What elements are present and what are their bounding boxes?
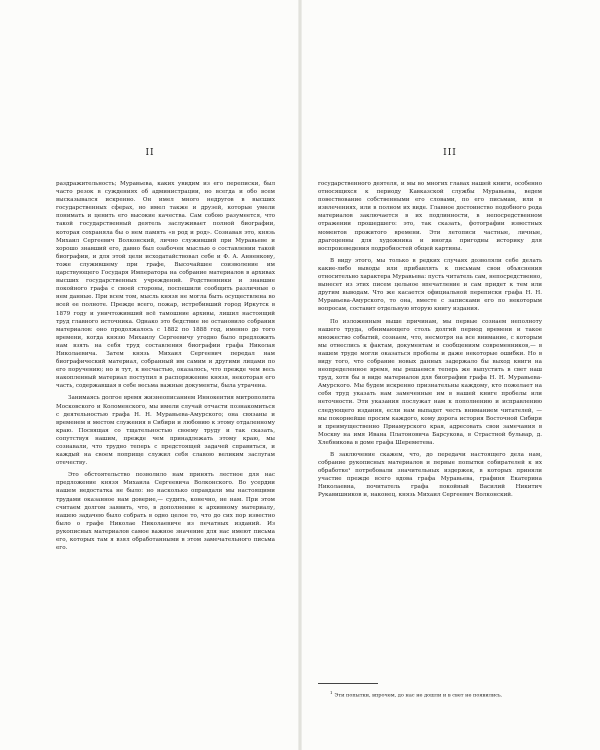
page-number-right: III <box>443 148 457 158</box>
left-paragraph-1: раздражительность; Муравьева, каких увидим из его переписки, был часто резок в суждениях об администрации, но всегда и обо всем высказывался искренно. Он имел много недругов в высших государственных сферах, но имел также и друзей, которые умели понимать и ценить его высокие качества. Сам собою разумеется, что такой государственный деятель заслуживает полной биографии, которая сохраняла бы о нем память «в род и род». Сознавая это, князь Михаил Сергеевич Волконский, лично служивший при Муравьеве и хорошо знавший его, давно был озабочен мыслью о составлении такой биографии, и для этой цели исходатайствовал себе и Ф. А. Анненкову, тоже служившему при графе, Высочайшее соизволение им царствующего Государя Императора на собрание материалов в архивах высших государственных учреждений. Родственники и знавшие покойного графа с своей стороны, поспешили сообщить различные о нем данные. При всем том, мысль князя не могла быть осуществлена во всей ее полноте. Прежде всего, пожар, истребивший город Иркутск в 1879 году и уничтоживший всё тамошние архивы, лишил настоящий труд главного источника. Однако это бедствие не остановило собрания материалов: оно продолжалось с 1882 по 1888 год, именно до того времени, когда князю Михаилу Сергеевичу угодно было предложить нам взять на себя труд составления биографии графа Николая Николаевича. Затем князь Михаил Сергеевич передал нам биографический материал, собранный им самим и другими лицами по его поручению; но и тут, к несчастью, оказалось, что прежде чем весь накопленный материал поступил в распоряжение князя, некоторая его часть, содержавшая в себе весьма важные документы, была утрачена. <box>56 181 275 390</box>
left-page-text <box>56 180 275 556</box>
right-paragraph-3: По изложенным выше причинам, мы первые сознаем неполноту нашего труда, обнимающего столь долгий период времени и такое множество событий, сознаем, что, несмотря на все внимание, с которым мы отнеслись к фактам, документам и сообщениям современников,— в нашем труде могли оказаться пробелы и даже некоторые ошибки. Но в виду того, что собрание новых данных задержало бы выход книги на неопределенное время, мы решаемся теперь же выпустить в свет наш труд, хотя бы в виде материалов для биографии графа Н. Н. Муравьева-Амурского. Мы будем искренно признательны каждому, кто пожелает на себя труд указать нам замеченные им в нашей книге пробелы или неточности. Эти указания послужат нам к пополнению и исправлению следующего издания, если нам выпадет честь вниманием читателей, — мы покорнейше просим каждого, кому дорога история Восточной Сибири и преимущественно Приамурского края, адресовать свои замечания в Москву на имя Ивана Платоновича Барсукова, в Страстной бульвар, д. Хлебникова в доме графа Шереметева. <box>318 318 542 446</box>
right-paragraph-4: В заключение скажем, что, до передачи настоящего дела нам, собрание рукописных материалов и первые попытки собирателей к их обработке¹ потребовали значительных издержек, в которых приняли участие прежде всего вдова графа Муравьева, графиня Екатерина Николаевна, почитатель графа покойный Василий Никитич Рукавишников и, наконец, князь Михаил Сергеевич Волконский. <box>318 452 542 499</box>
right-page-text <box>318 180 542 504</box>
footnote <box>330 689 542 700</box>
page-number-left: II <box>145 148 155 158</box>
footnote-marker: 1 <box>330 690 333 695</box>
right-paragraph-1: государственного деятеля, и мы во многих главах нашей книги, особенно относящихся к периоду Кавказской службы Муравьева, ведем повествование собственными его словами, по его письмам, или в извлечениях, или в полном их виде. Главное достоинство подобного рода материалов заключается в их подлинности, в непосредственном отражении прошедшего: это, так сказать, фотографии известных моментов прожитого времени. Эти летописи частные, личные, драгоценны для художника и иногда пригодны историку для воспроизведения подробностей общей картины. <box>318 181 542 252</box>
footnote-text: Эти попытки, впрочем, до нас не дошли и в свет не появились. <box>334 692 503 699</box>
left-paragraph-2: Занимаясь долгое время жизнеописанием Иннокентия митрополита Московского и Коломенского, мы имели случай отчасти познакомиться с деятельностью графа Н. Н. Муравьева-Амурского; она связаны и временем и местом служения в Сибири и любовию к этому отдаленному краю. Посвящая со тщательностью своему труду и так сказать, сопутствуя нашим, прежде чем принадлежать этому краю, мы сознавали, что трудно теперь с предстоящей задачей справиться, и каждый на своем поприще служил себя славою великим заслугам отечеству. <box>56 395 275 467</box>
footnote-divider <box>318 683 378 684</box>
right-paragraph-2: В виду этого, мы только в редких случаях дозволяли себе делать какие-либо выводы или прибавлять к письмам свои объяснения относительно характера Муравьева: пусть читатель сам, непосредственно, вынесет из этих писем цельное впечатление и сам придет к тем или другим выводам. Что же касается официальной переписки графа Н. Н. Муравьева-Амурского, то она, вместе с записками его по некоторым вопросам, составит отдельную вторую книгу издания. <box>318 257 542 313</box>
left-paragraph-3: Это обстоятельство позволило нам принять лестное для нас предложение князя Михаила Сергеевича Волконского. Во усердии нашем недостатка не было: но насколько оправдали мы настоящими трудами оказанное нам доверие,— судить, конечно, не нам. При этом считаем долгом заявить, что, в дополнение к архивному материалу, нашею задачею было собрать в одно целое то, что до сих пор известно было о графе Николае Николаевиче из печатных изданий. Из рукописных материалов самое важное значение для нас имеют письма его, которых там я взял обработанными в этом замечательного письма его. <box>56 472 275 552</box>
